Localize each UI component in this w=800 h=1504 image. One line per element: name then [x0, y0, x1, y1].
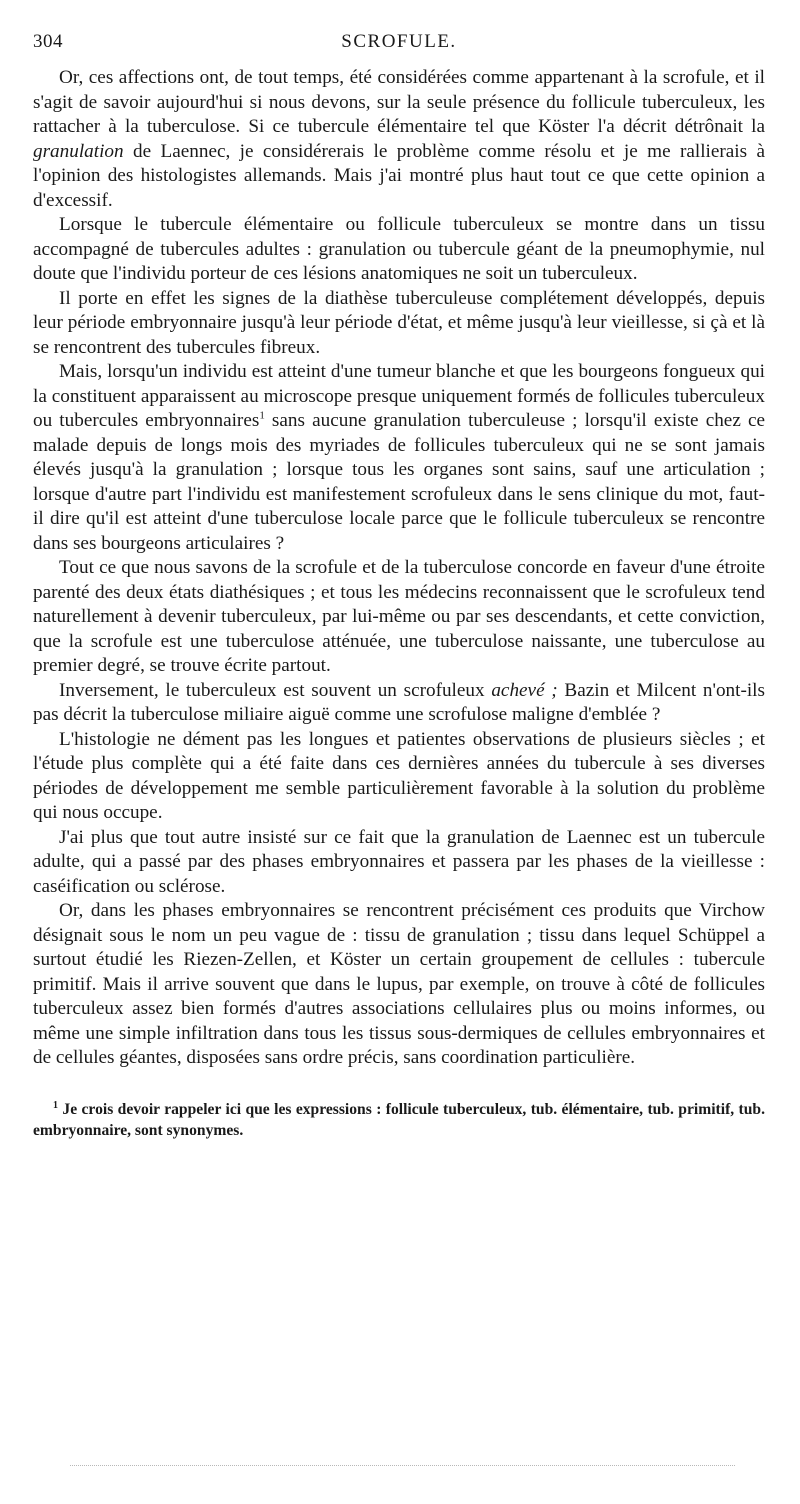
book-page [33, 30, 765, 1141]
running-head [33, 30, 765, 54]
paragraph-6 [33, 679, 765, 728]
paragraph-text: Lorsque le tubercule élémentaire ou follicule tuberculeux se montre dans un tissu accompagné de tubercules adultes : granulation ou tubercule géant de la pneumophymie, nul doute que l'individu porteur de ces lésions anatomiques ne soit un tuberculeux. [33, 214, 765, 284]
paragraph-text: Inversement, le tuberculeux est souvent un scrofuleux [59, 679, 492, 701]
paragraph-text: L'histologie ne dément pas les longues et patientes observations de plusieurs siècles ; et l'étude plus complète qui a été faite dans ces dernières années du tubercule à ses diverses périodes de développement me semble particulièrement favorable à la solution du problème qui nous occupe. [33, 728, 765, 823]
paragraph-text: de Laennec, je considérerais le problème comme résolu et je me rallierais à l'opinion des histologistes allemands. Mais j'ai montré plus haut tout ce que cette opinion a d'excessif. [33, 140, 765, 211]
footnote [33, 1099, 765, 1141]
emphasis-granulation: granulation [33, 140, 124, 162]
paragraph-text: J'ai plus que tout autre insisté sur ce fait que la granulation de Laennec est un tubercule adulte, qui a passé par des phases embryonnaires et passera par les phases de la vieillesse : caséification ou sclérose. [33, 826, 765, 897]
paragraph-8 [33, 826, 765, 900]
footnote-reference: 1 [259, 409, 265, 422]
paragraph-4 [33, 360, 765, 556]
page-number: 304 [33, 31, 63, 52]
footer-rule [70, 1465, 735, 1466]
paragraph-text: Or, dans les phases embryonnaires se rencontrent précisément ces produits que Virchow désignait sous le nom un peu vague de : tissu de granulation ; tissu dans lequel Schüppel a surtout étudié les Riezen-Zellen, et Köster un certain groupement de cellules : tubercule primitif. Mais il arrive souvent que dans le lupus, par exemple, on trouve à côté de follicules tuberculeux assez bien formés d'autres associations cellulaires plus ou moins informes, ou même une simple infiltration dans tous les tissus sous-dermiques de cellules embryonnaires et de cellules géantes, disposées sans ordre précis, sans coordination particulière. [33, 900, 765, 1068]
paragraph-5 [33, 556, 765, 679]
emphasis-acheve: achevé ; [491, 679, 558, 701]
footnote-text: Je crois devoir rappeler ici que les expressions : follicule tuberculeux, tub. élémentaire, tub. primitif, tub. embryonnaire, sont synonymes. [33, 1100, 765, 1139]
paragraph-2 [33, 213, 765, 287]
paragraph-text: Il porte en effet les signes de la diathèse tuberculeuse complétement développés, depuis leur période embryonnaire jusqu'à leur période d'état, et même jusqu'à leur vieillesse, si çà et là se rencontrent des tubercules fibreux. [33, 287, 765, 358]
body-text [33, 66, 765, 1071]
running-title: SCROFULE. [341, 31, 457, 52]
paragraph-text: Tout ce que nous savons de la scrofule et de la tuberculose concorde en faveur d'une étroite parenté des deux états diathésiques ; et tous les médecins reconnaissent que le scrofuleux tend naturellement à devenir tuberculeux, par lui-même ou par ses descendants, et cette conviction, que la scrofule est une tuberculose atténuée, une tuberculose naissante, une tuberculose au premier degré, se trouve écrite partout. [33, 557, 765, 676]
paragraph-7 [33, 728, 765, 826]
paragraph-1 [33, 66, 765, 213]
footnote-marker: 1 [53, 1099, 58, 1111]
paragraph-text: Or, ces affections ont, de tout temps, été considérées comme appartenant à la scrofule, et il s'agit de savoir aujourd'hui si nous devons, sur la seule présence du follicule tuberculeux, les rattacher à la tuberculose. Si ce tubercule élémentaire tel que Köster l'a décrit détrônait la [33, 67, 765, 137]
paragraph-3 [33, 287, 765, 361]
paragraph-text: Mais, lorsqu'un individu est atteint d'une tumeur blanche et que les bourgeons fongueux qui la constituent apparaissent au microscope presque uniquement formés de follicules tuberculeux ou tubercules embryonnaires [33, 361, 765, 431]
paragraph-9 [33, 899, 765, 1071]
paragraph-text: sans aucune granulation tuberculeuse ; lorsqu'il existe chez ce malade depuis de longs mois des myriades de follicules tuberculeux qui ne se sont jamais élevés jusqu'à la granulation ; lorsque tous les organes sont sains, sauf une articulation ; lorsque d'autre part l'individu est manifestement scrofuleux dans le sens clinique du mot, faut-il dire qu'il est atteint d'une tuberculose locale parce que le follicule tuberculeux se rencontre dans ses bourgeons articulaires ? [33, 410, 765, 554]
paragraph-text: Bazin et Milcent n'ont-ils pas décrit la tuberculose miliaire aiguë comme une scrofulose maligne d'emblée ? [33, 679, 765, 725]
